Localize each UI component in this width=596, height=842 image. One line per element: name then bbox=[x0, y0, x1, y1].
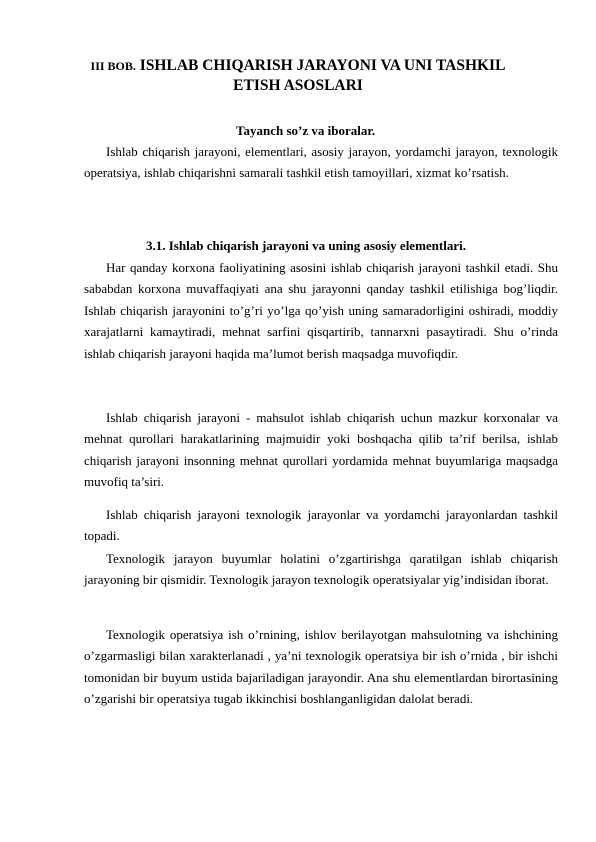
paragraph-4: Texnologik jarayon buyumlar holatini o’zgartirishga qaratilgan ishlab chiqarish jarayoning bir qismidir. Texnologik jarayon texnologik operatsiyalar yig’indisidan iborat. bbox=[84, 551, 558, 588]
section-heading: 3.1. Ishlab chiqarish jarayoni va uning asosiy elementlari. bbox=[146, 238, 466, 253]
chapter-title-line1: ISHLAB CHIQARISH JARAYONI VA UNI TASHKIL bbox=[139, 57, 506, 74]
chapter-title bbox=[60, 56, 536, 95]
chapter-prefix: III BOB. bbox=[90, 59, 136, 73]
keywords-heading: Tayanch so’z va iboralar. bbox=[236, 123, 376, 138]
paragraph-1: Har qanday korxona faoliyatining asosini ishlab chiqarish jarayoni tashkil etadi. Shu sababdan korxona muvaffaqiyati ana shu jarayonni qanday tashkil etilishiga bog’liqdir. Ishlab chiqarish jarayonini to’g’ri yo’lga qo’yish uning samaradorligini oshiradi, moddiy xarajatlarni kamaytiradi, mehnat sarfini qisqartirib, tannarxni pasaytiradi. Shu o’rinda ishlab chiqarish jarayoni haqida ma’lumot berish maqsadga muvofiqdir. bbox=[84, 260, 558, 361]
paragraph-3: Ishlab chiqarish jarayoni texnologik jarayonlar va yordamchi jarayonlardan tashkil topadi. bbox=[84, 507, 558, 544]
paragraph-2: Ishlab chiqarish jarayoni - mahsulot ishlab chiqarish uchun mazkur korxonalar va mehnat qurollari harakatlarining majmuidir yoki boshqacha qilib ta’rif berilsa, ishlab chiqarish jarayoni insonning mehnat qurollari yordamida mehnat buyumlariga maqsadga muvofiq ta’siri. bbox=[84, 410, 558, 490]
chapter-title-line2: ETISH ASOSLARI bbox=[233, 77, 363, 94]
paragraph-5: Texnologik operatsiya ish o’rnining, ishlov berilayotgan mahsulotning va ishchining o’zgarmasligi bilan xarakterlanadi , ya’ni texnologik operatsiya bir ish o’rnida , bir ishchi tomonidan bir buyum ustida bajariladigan jarayondir. Ana shu elementlardan birortasining o’zgarishi bir operatsiya tugab ikkinchisi boshlanganligidan dalolat beradi. bbox=[84, 627, 558, 707]
keywords-text: Ishlab chiqarish jarayoni, elementlari, asosiy jarayon, yordamchi jarayon, texnologik operatsiya, ishlab chiqarishni samarali tashkil etish tamoyillari, xizmat ko’rsatish. bbox=[84, 144, 558, 181]
